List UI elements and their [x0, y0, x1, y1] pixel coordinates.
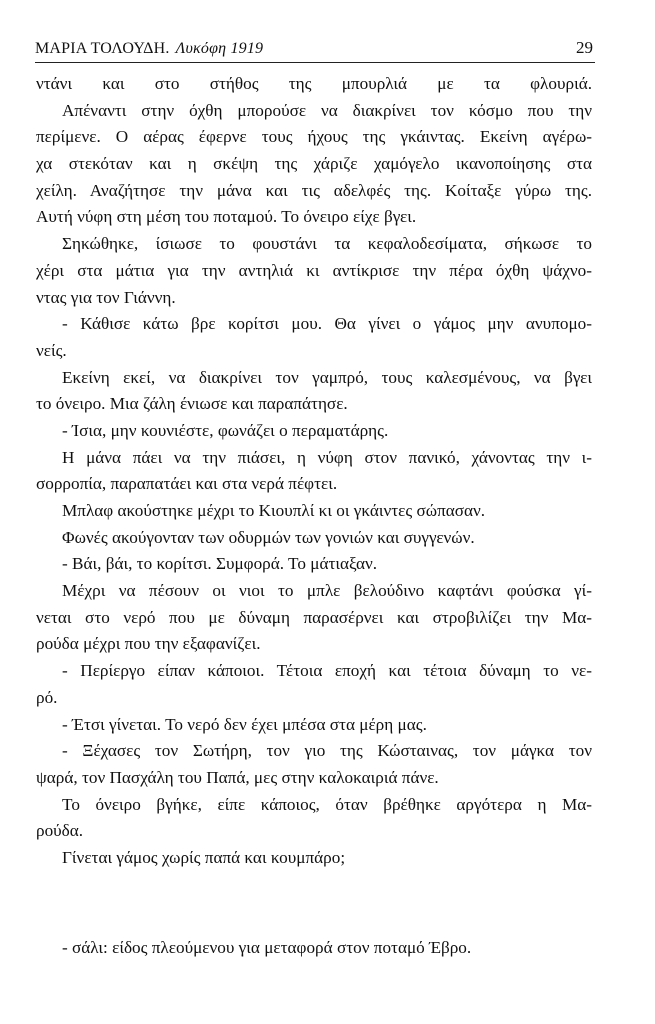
page-number: 29 [576, 38, 593, 57]
text-line: Σηκώθηκε, ίσιωσε το φουστάνι τα κεφαλοδεσίματα, σήκωσε το [62, 234, 592, 254]
text-line: ρούδα. [36, 821, 84, 841]
text-line: το όνειρο. Μια ζάλη ένιωσε και παραπάτησε. [36, 394, 348, 414]
header-author [35, 40, 263, 58]
text-line: - Βάι, βάι, το κορίτσι. Συμφορά. Το μάτιαξαν. [62, 554, 378, 574]
text-line: - Περίεργο είπαν κάποιοι. Τέτοια εποχή και τέτοια δύναμη το νε- [62, 661, 592, 681]
text-line: Το όνειρο βγήκε, είπε κάποιος, όταν βρέθηκε αργότερα η Μα- [62, 794, 592, 814]
text-line: χα στεκόταν και η σκέψη της χάριζε χαμόγελο ικανοποίησης στα [36, 154, 592, 174]
text-line: - Ξέχασες τον Σωτήρη, τον γιο της Κώσταινας, τον μάγκα τον [62, 741, 592, 761]
text-line: Απέναντι στην όχθη μπορούσε να διακρίνει τον κόσμο που την [62, 100, 592, 120]
text-line: Μέχρι να πέσουν οι νιοι το μπλε βελούδινο καφτάνι φούσκα γί- [62, 581, 592, 601]
text-line: Μπλαφ ακούστηκε μέχρι το Κιουπλί κι οι γκάιντες σώπασαν. [62, 501, 486, 520]
text-line: νεται στο νερό που με δύναμη παρασέρνει και στροβιλίζει την Μα- [36, 607, 592, 627]
text-line: - Έτσι γίνεται. Το νερό δεν έχει μπέσα στα μέρη μας. [62, 714, 427, 734]
text-line: Φωνές ακούγονταν των οδυρμών των γονιών και συγγενών. [62, 527, 475, 547]
text-line: - Κάθισε κάτω βρε κορίτσι μου. Θα γίνει ο γάμος μην ανυπομο- [62, 314, 592, 334]
text-line: Η μάνα πάει να την πιάσει, η νύφη στον πανικό, χάνοντας την ι- [62, 447, 592, 467]
text-line: - Ίσια, μην κουνιέστε, φωνάζει ο περαματάρης. [62, 420, 389, 440]
text-line: ντας για τον Γιάννη. [36, 287, 176, 307]
text-line: περίμενε. Ο αέρας έφερνε τους ήχους της γκάιντας. Εκείνη αγέρω- [36, 127, 592, 147]
text-line: Αυτή νύφη στη μέση του ποταμού. Το όνειρο είχε βγει. [36, 207, 417, 227]
text-line: ρούδα μέχρι που την εξαφανίζει. [36, 634, 261, 654]
text-line: νείς. [36, 340, 67, 360]
text-line: Εκείνη εκεί, να διακρίνει τον γαμπρό, τους καλεσμένους, να βγει [62, 367, 592, 387]
footnote: - σάλι: είδος πλεούμενου για μεταφορά στον ποταμό Έβρο. [62, 938, 472, 957]
body-text [36, 71, 592, 872]
text-line: ψαρά, τον Πασχάλη του Παπά, μες στην καλοκαιριά πάνε. [36, 767, 439, 787]
author-name: ΜΑΡΙΑ ΤΟΛΟΥΔΗ. [35, 40, 170, 57]
header-book-title: Λυκόφη 1919 [175, 40, 264, 57]
text-line: χείλη. Αναζήτησε την μάνα και τις αδελφές της. Κοίταξε γύρω της. [36, 180, 592, 200]
text-line: σορροπία, παραπατάει και στα νερά πέφτει. [36, 474, 338, 494]
text-line: ντάνι και στο στήθος της μπουρλιά με τα φλουριά. [36, 74, 592, 93]
text-line: χέρι στα μάτια για την αντηλιά κι αντίκρισε την πέρα όχθη ψάχνο- [36, 260, 592, 280]
text-line: ρό. [36, 687, 58, 707]
running-header [35, 38, 595, 63]
text-line: Γίνεται γάμος χωρίς παπά και κουμπάρο; [62, 847, 346, 867]
